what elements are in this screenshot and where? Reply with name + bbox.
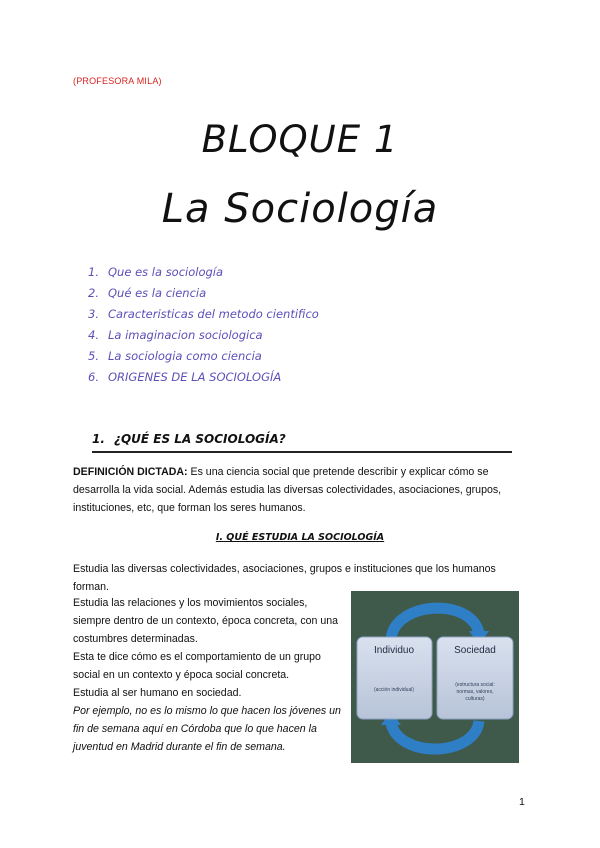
teacher-label: (PROFESORA MILA) [73, 76, 162, 86]
paragraph-example: Por ejemplo, no es lo mismo lo que hacen los jóvenes un fin de semana aquí en Córdoba que lo que hacen la juventud en Madrid durante el fin de semana. [73, 705, 341, 753]
paragraph-human: Estudia al ser humano en sociedad. [73, 687, 242, 699]
paragraph-collectivities: Estudia las diversas colectividades, asociaciones, grupos e instituciones que los humanos forman. [73, 563, 496, 593]
paragraph-block [73, 594, 343, 756]
toc-item [88, 327, 319, 348]
society-subtitle-3: culturas) [465, 696, 485, 702]
definition-text: Es una ciencia social que pretende describir y explicar cómo se desarrolla la vida social. Además estudia las diversas colectividades, asociaciones, grupos, instituciones, etc, que forman los seres humanos. [73, 466, 502, 514]
section-title: ¿QUÉ ES LA SOCIOLOGÍA? [114, 432, 286, 446]
page-number: 1 [519, 796, 525, 808]
section-number: 1. [92, 432, 105, 446]
toc-label: La imaginacion sociologica [108, 328, 263, 342]
toc-number: 5. [88, 349, 99, 363]
toc-number: 1. [88, 265, 99, 279]
subsection-heading: I. QUÉ ESTUDIA LA SOCIOLOGÍA [215, 532, 385, 543]
individual-subtitle: (acción individual) [373, 687, 415, 693]
toc-number: 6. [88, 370, 99, 384]
section-underline [92, 451, 512, 453]
toc-item [88, 285, 319, 306]
table-of-contents [88, 264, 319, 390]
toc-number: 3. [88, 307, 99, 321]
individual-society-diagram [351, 591, 519, 763]
toc-label: Caracteristicas del metodo cientifico [108, 307, 319, 321]
society-subtitle-2: normas, valores, [456, 689, 494, 695]
toc-item [88, 369, 319, 390]
toc-label: Que es la sociología [108, 265, 224, 279]
section-heading [92, 432, 286, 446]
page-title: BLOQUE 1 [201, 118, 399, 161]
page-subtitle: La Sociología [161, 186, 439, 232]
toc-label: Qué es la ciencia [108, 286, 207, 300]
toc-number: 2. [88, 286, 99, 300]
definition-paragraph [73, 463, 525, 517]
society-title: Sociedad [454, 645, 496, 656]
paragraph-behavior: Esta te dice cómo es el comportamiento de un grupo social en un contexto y época social concreta. [73, 651, 321, 681]
toc-item [88, 264, 319, 285]
toc-label: ORIGENES DE LA SOCIOLOGÍA [108, 370, 282, 384]
toc-item [88, 348, 319, 369]
definition-label: DEFINICIÓN DICTADA: [73, 466, 188, 478]
toc-number: 4. [88, 328, 99, 342]
individual-title: Individuo [373, 645, 415, 656]
toc-label: La sociologia como ciencia [108, 349, 262, 363]
society-subtitle-1: (estructura social: [455, 682, 495, 688]
paragraph-relations: Estudia las relaciones y los movimientos sociales, siempre dentro de un contexto, época concreta, con una costumbres determinadas. [73, 597, 339, 645]
toc-item [88, 306, 319, 327]
